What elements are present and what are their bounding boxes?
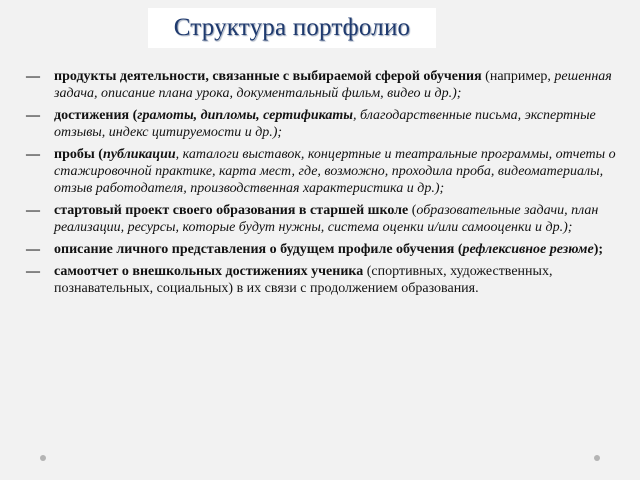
decorative-dots-left [40, 455, 54, 469]
item-text-segment: , благодарственные письма, экспертные отзывы, индекс цитируемости и др.); [54, 108, 596, 140]
item-text-segment: продукты деятельности, связанные с выбираемой сферой обучения [54, 69, 482, 84]
dash-bullet-icon: — [26, 69, 40, 84]
dash-bullet-icon: — [26, 147, 40, 162]
dash-bullet-icon: — [26, 242, 40, 257]
bullet-item [24, 263, 618, 297]
item-text-segment: ); [593, 242, 604, 257]
item-text-segment: грамоты, дипломы, сертификаты [137, 108, 354, 123]
item-text-segment: образовательные задачи, план реализации, ресурсы, которые будут нужны, система оценки и/или самооценки и др.); [54, 203, 599, 235]
dot-icon [594, 455, 600, 461]
title-box [148, 8, 436, 48]
item-text-segment: публикации [102, 147, 176, 162]
item-text-segment: (спортивных, художественных, познавательных, социальных) в их связи с продолжением образования. [54, 264, 553, 296]
item-text-segment: самоотчет о внешкольных достижениях ученика [54, 264, 364, 279]
item-text-segment: , каталоги выставок, концертные и театральные программы, отчеты о стажировочной практике, карта мест, где, возможно, проходила проба, видеоматериалы, отзыв работодателя, производственная характеристика и др.); [54, 147, 616, 196]
item-text-segment: описание личного представления о будущем профиле обучения ( [54, 242, 463, 257]
item-text-segment: достижения ( [54, 108, 138, 123]
bullet-item [24, 146, 618, 197]
dash-bullet-icon: — [26, 264, 40, 279]
decorative-dots-right [594, 455, 608, 469]
item-text-segment: решенная задача, описание плана урока, документальный фильм, видео и др.); [54, 69, 612, 101]
slide-title: Структура портфолио [173, 14, 411, 41]
bullet-item [24, 241, 618, 258]
dash-bullet-icon: — [26, 203, 40, 218]
bullet-item [24, 68, 618, 102]
dot-icon [40, 455, 46, 461]
item-text-segment: рефлексивное резюме [462, 242, 594, 257]
item-text-segment: (например, [481, 69, 555, 84]
bullet-item [24, 202, 618, 236]
item-text-segment: стартовый проект своего образования в старшей школе [54, 203, 409, 218]
bullet-list [24, 68, 618, 302]
item-text-segment: пробы ( [54, 147, 103, 162]
item-text-segment: ( [408, 203, 417, 218]
dash-bullet-icon: — [26, 108, 40, 123]
bullet-item [24, 107, 618, 141]
